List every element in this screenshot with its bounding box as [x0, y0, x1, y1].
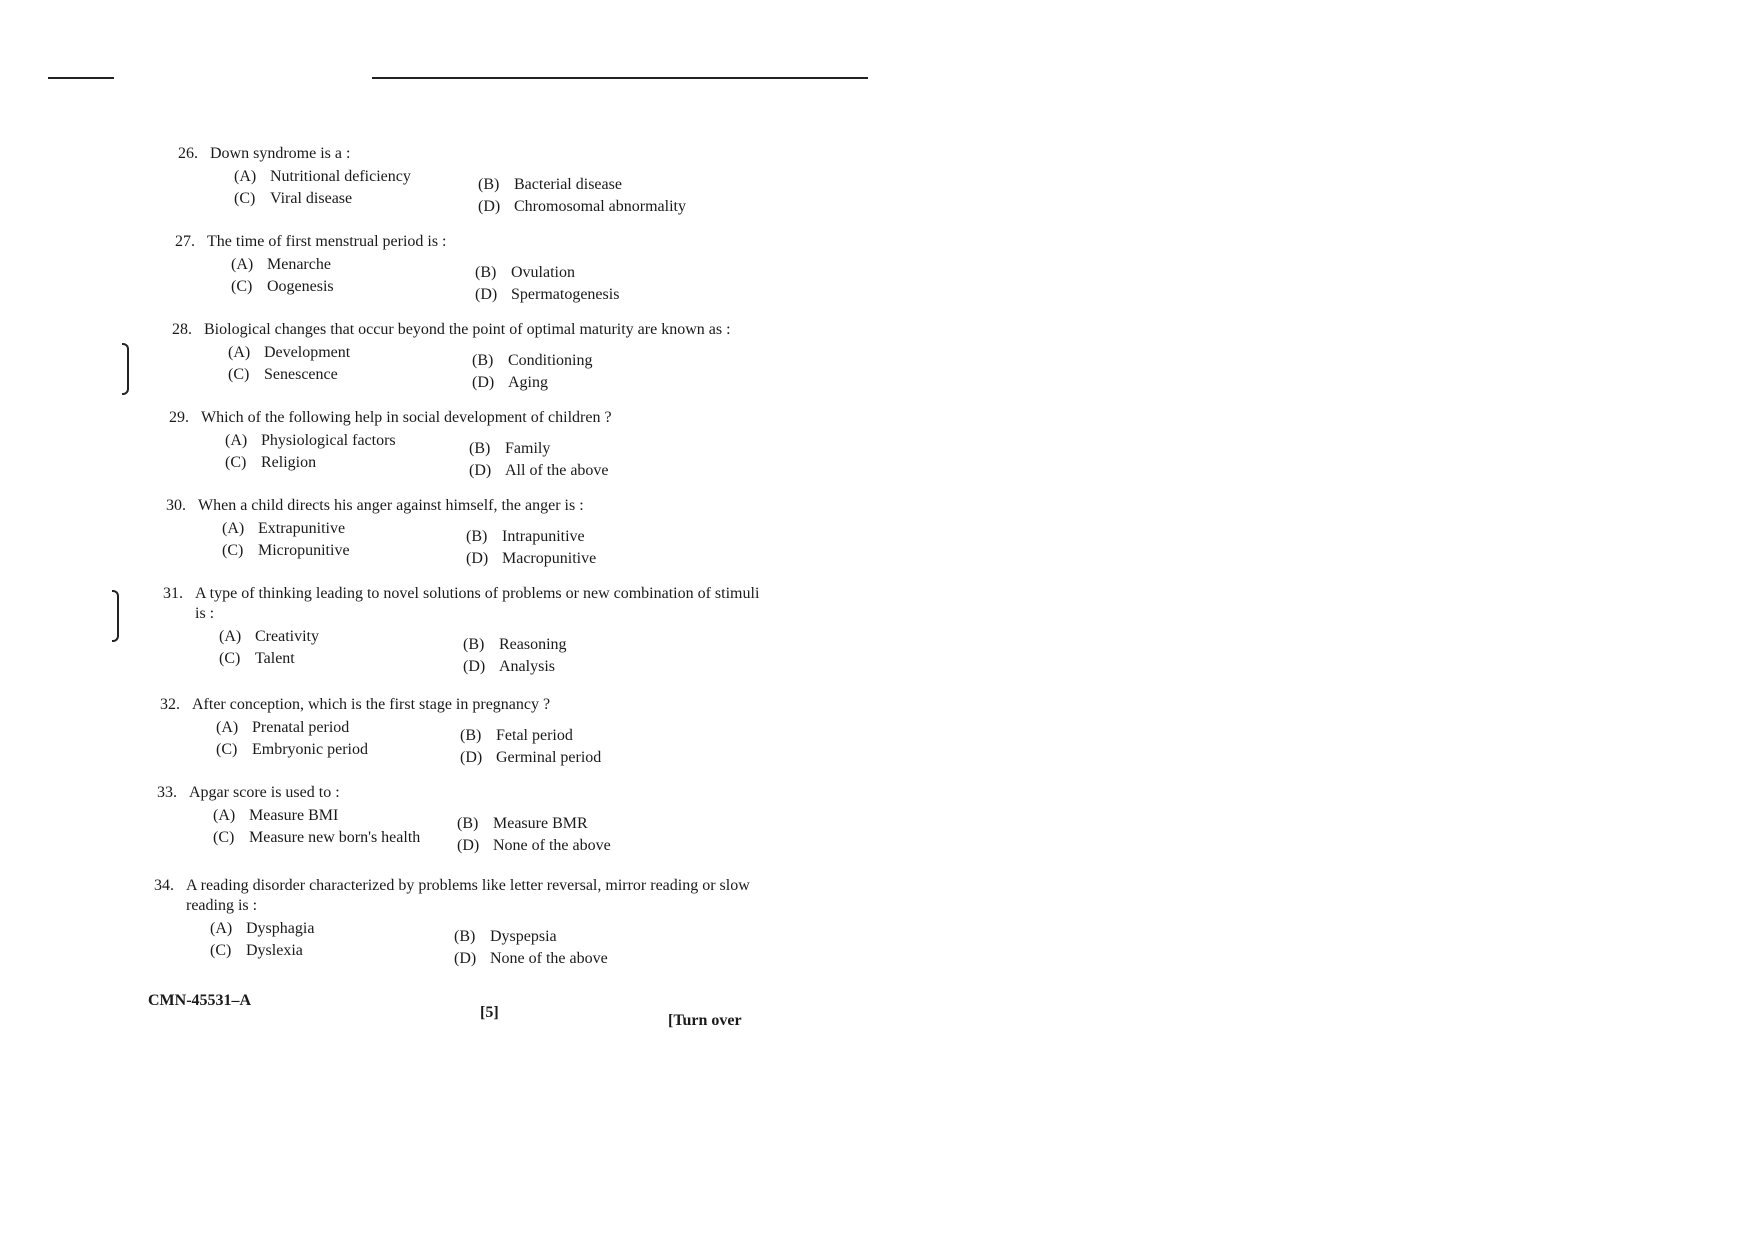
option-label: (A) [219, 628, 242, 645]
option-text: Dysphagia [246, 920, 315, 937]
option-c [228, 365, 472, 385]
option-text: Embryonic period [252, 741, 368, 758]
option-text: Macropunitive [502, 550, 597, 567]
option-text: Reasoning [499, 636, 567, 653]
option-text: All of the above [505, 462, 609, 479]
option-text: Talent [255, 650, 295, 667]
option-a [213, 806, 457, 826]
option-a [216, 718, 460, 738]
option-c [219, 649, 463, 669]
option-c [210, 941, 454, 961]
option-a [225, 431, 469, 451]
option-text: Analysis [499, 658, 555, 675]
option-label: (B) [469, 440, 491, 457]
option-text: Measure BMR [493, 815, 588, 832]
option-b [466, 527, 726, 547]
option-text: Development [264, 344, 351, 361]
question-text: Biological changes that occur beyond the point of optimal maturity are known as : [204, 321, 731, 338]
question-stem [163, 584, 763, 624]
question-text: When a child directs his anger against himself, the anger is : [198, 497, 584, 514]
question-27 [175, 232, 775, 303]
option-label: (D) [469, 462, 492, 479]
question-number: 30. [166, 497, 186, 514]
option-label: (D) [478, 198, 501, 215]
option-text: Micropunitive [258, 542, 350, 559]
question-29 [169, 408, 769, 479]
option-b [478, 175, 738, 195]
option-text: Family [505, 440, 551, 457]
option-label: (C) [213, 829, 235, 846]
options-grid [231, 255, 775, 303]
option-label: (B) [454, 928, 476, 945]
question-text: After conception, which is the first stage in pregnancy ? [192, 696, 551, 713]
options-grid [234, 167, 778, 215]
margin-bracket-mark [122, 343, 129, 395]
option-label: (A) [213, 807, 236, 824]
question-number: 31. [163, 585, 183, 602]
option-label: (D) [460, 749, 483, 766]
option-text: Nutritional deficiency [270, 168, 411, 185]
option-label: (B) [460, 727, 482, 744]
option-text: Conditioning [508, 352, 593, 369]
option-c [234, 189, 478, 209]
top-rule-right [372, 77, 868, 79]
question-32 [160, 695, 760, 766]
options-grid [216, 718, 760, 766]
option-label: (C) [225, 454, 247, 471]
question-number: 29. [169, 409, 189, 426]
question-text: Apgar score is used to : [189, 784, 340, 801]
question-text: Which of the following help in social development of children ? [201, 409, 612, 426]
option-text: Prenatal period [252, 719, 350, 736]
option-b [460, 726, 720, 746]
option-text: Chromosomal abnormality [514, 198, 686, 215]
option-a [234, 167, 478, 187]
option-d [469, 461, 729, 481]
question-text: The time of first menstrual period is : [207, 233, 447, 250]
option-label: (D) [454, 950, 477, 967]
option-label: (C) [228, 366, 250, 383]
option-d [478, 197, 738, 217]
options-grid [228, 343, 772, 391]
option-label: (D) [466, 550, 489, 567]
option-text: Ovulation [511, 264, 575, 281]
question-stem [154, 876, 754, 916]
option-text: Religion [261, 454, 317, 471]
option-label: (C) [216, 741, 238, 758]
option-a [210, 919, 454, 939]
option-text: Creativity [255, 628, 319, 645]
option-label: (B) [475, 264, 497, 281]
question-stem [169, 408, 769, 428]
option-text: Spermatogenesis [511, 286, 620, 303]
option-c [216, 740, 460, 760]
option-text: Physiological factors [261, 432, 396, 449]
question-text: A type of thinking leading to novel solutions of problems or new combination of stimuli is : [195, 585, 760, 622]
option-text: Viral disease [270, 190, 353, 207]
option-label: (C) [222, 542, 244, 559]
option-b [457, 814, 717, 834]
option-text: Measure new born's health [249, 829, 421, 846]
top-rule-left [48, 77, 114, 79]
option-label: (A) [222, 520, 245, 537]
question-text: A reading disorder characterized by problems like letter reversal, mirror reading or slow reading is : [186, 877, 750, 914]
options-grid [219, 627, 763, 675]
question-34 [154, 876, 754, 967]
option-label: (C) [234, 190, 256, 207]
option-text: Oogenesis [267, 278, 334, 295]
option-text: Bacterial disease [514, 176, 622, 193]
page-number: [5] [480, 1004, 499, 1021]
option-d [454, 949, 714, 969]
options-grid [222, 519, 766, 567]
question-stem [166, 496, 766, 516]
option-label: (D) [475, 286, 498, 303]
option-d [466, 549, 726, 569]
question-26 [178, 144, 778, 215]
option-d [475, 285, 735, 305]
option-label: (A) [216, 719, 239, 736]
question-28 [172, 320, 772, 391]
option-label: (B) [466, 528, 488, 545]
option-label: (A) [228, 344, 251, 361]
option-text: Fetal period [496, 727, 573, 744]
option-b [463, 635, 723, 655]
options-grid [225, 431, 769, 479]
options-grid [213, 806, 757, 854]
question-stem [172, 320, 772, 340]
options-grid [210, 919, 754, 967]
question-33 [157, 783, 757, 854]
question-number: 34. [154, 877, 174, 894]
option-label: (A) [234, 168, 257, 185]
option-b [454, 927, 714, 947]
question-stem [160, 695, 760, 715]
option-label: (D) [463, 658, 486, 675]
option-text: Senescence [264, 366, 338, 383]
question-number: 32. [160, 696, 180, 713]
option-text: None of the above [490, 950, 608, 967]
option-text: Aging [508, 374, 548, 391]
option-label: (B) [472, 352, 494, 369]
option-text: Menarche [267, 256, 331, 273]
option-c [225, 453, 469, 473]
option-label: (C) [219, 650, 241, 667]
option-a [231, 255, 475, 275]
turn-over-note: [Turn over [668, 1012, 742, 1029]
option-label: (B) [457, 815, 479, 832]
option-c [222, 541, 466, 561]
option-text: Extrapunitive [258, 520, 346, 537]
option-a [219, 627, 463, 647]
option-label: (A) [210, 920, 233, 937]
question-number: 27. [175, 233, 195, 250]
option-text: Germinal period [496, 749, 602, 766]
option-d [463, 657, 723, 677]
paper-code: CMN-45531–A [148, 992, 252, 1009]
option-text: None of the above [493, 837, 611, 854]
option-d [460, 748, 720, 768]
question-number: 28. [172, 321, 192, 338]
option-d [472, 373, 732, 393]
question-stem [157, 783, 757, 803]
option-text: Dyspepsia [490, 928, 557, 945]
option-label: (C) [210, 942, 232, 959]
question-31 [163, 584, 763, 675]
option-label: (D) [457, 837, 480, 854]
option-b [469, 439, 729, 459]
option-text: Intrapunitive [502, 528, 585, 545]
option-a [228, 343, 472, 363]
option-b [472, 351, 732, 371]
option-c [231, 277, 475, 297]
question-stem [178, 144, 778, 164]
option-text: Dyslexia [246, 942, 303, 959]
question-number: 33. [157, 784, 177, 801]
question-30 [166, 496, 766, 567]
margin-bracket-mark [112, 590, 119, 642]
option-label: (A) [231, 256, 254, 273]
option-label: (B) [478, 176, 500, 193]
question-text: Down syndrome is a : [210, 145, 351, 162]
question-stem [175, 232, 775, 252]
option-text: Measure BMI [249, 807, 339, 824]
option-label: (B) [463, 636, 485, 653]
option-a [222, 519, 466, 539]
option-label: (A) [225, 432, 248, 449]
option-c [213, 828, 457, 848]
option-d [457, 836, 717, 856]
question-number: 26. [178, 145, 198, 162]
option-b [475, 263, 735, 283]
option-label: (D) [472, 374, 495, 391]
option-label: (C) [231, 278, 253, 295]
